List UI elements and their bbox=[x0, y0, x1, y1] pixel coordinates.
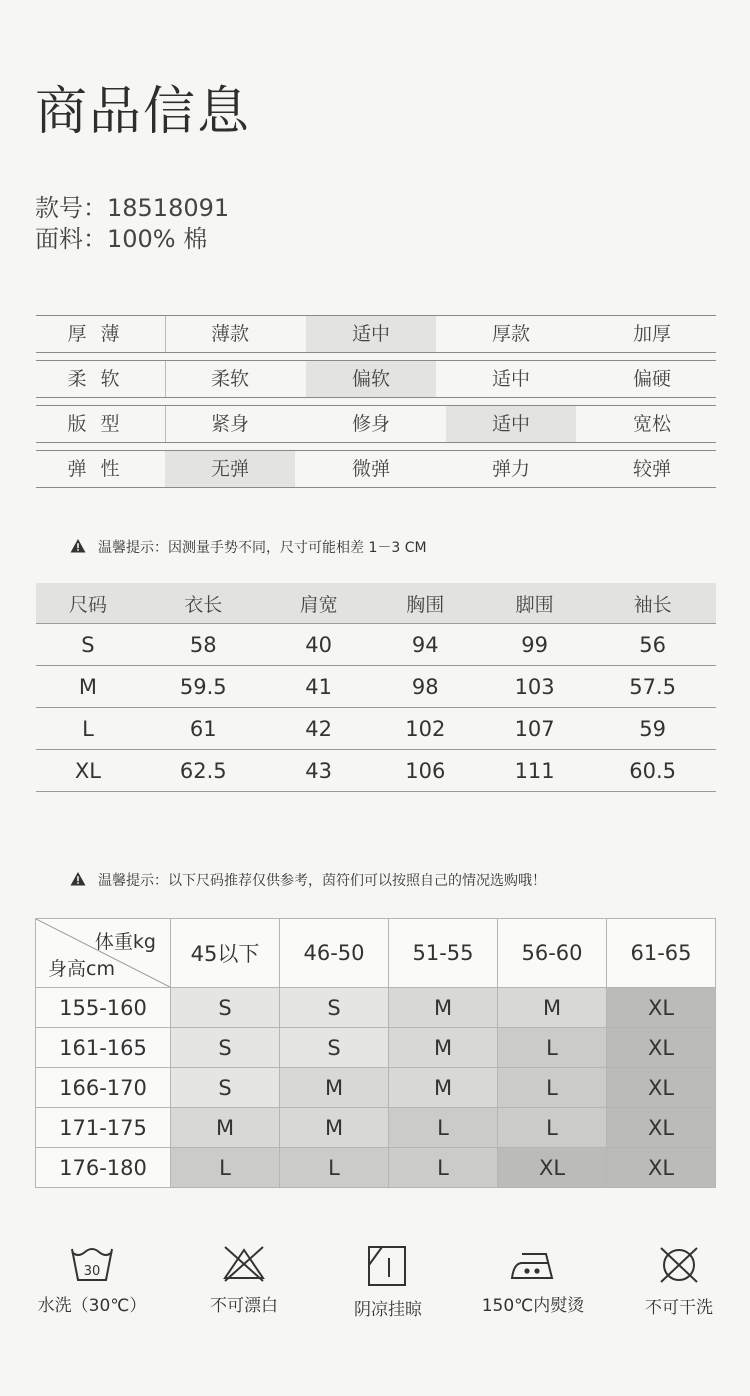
attribute-option: 修身 bbox=[351, 413, 390, 435]
care-iron bbox=[478, 1245, 588, 1316]
height-range-header: 155-160 bbox=[36, 988, 171, 1028]
table-cell: 98 bbox=[371, 666, 480, 708]
column-header: 袖长 bbox=[589, 583, 716, 624]
recommended-size-cell: XL bbox=[607, 988, 716, 1028]
attribute-option-selected: 无弹 bbox=[165, 451, 295, 487]
recommended-size-cell: XL bbox=[607, 1068, 716, 1108]
size-recommendation-table bbox=[35, 918, 716, 1188]
tip-measurement bbox=[70, 538, 427, 558]
care-hang-dry bbox=[334, 1245, 442, 1320]
attribute-option: 宽松 bbox=[632, 413, 671, 435]
recommended-size-cell: L bbox=[389, 1148, 498, 1188]
care-label-iron: 150℃内熨烫 bbox=[481, 1296, 585, 1316]
recommended-size-cell: M bbox=[280, 1108, 389, 1148]
table-row bbox=[36, 1108, 716, 1148]
table-cell: 61 bbox=[140, 708, 267, 750]
recommended-size-cell: L bbox=[498, 1108, 607, 1148]
table-row bbox=[36, 750, 716, 792]
table-row bbox=[36, 1068, 716, 1108]
attribute-option: 紧身 bbox=[210, 413, 249, 435]
table-cell: 62.5 bbox=[140, 750, 267, 792]
table-row bbox=[36, 988, 716, 1028]
table-row bbox=[36, 708, 716, 750]
recommended-size-cell: S bbox=[280, 988, 389, 1028]
care-label-no-dry-clean: 不可干洗 bbox=[645, 1298, 713, 1318]
attribute-name: 厚薄 bbox=[67, 323, 134, 345]
recommended-size-cell: L bbox=[389, 1108, 498, 1148]
warning-icon bbox=[70, 871, 86, 887]
height-range-header: 176-180 bbox=[36, 1148, 171, 1188]
care-no-dry-clean bbox=[626, 1245, 732, 1318]
table-cell: 41 bbox=[267, 666, 371, 708]
recommended-size-cell: L bbox=[280, 1148, 389, 1188]
column-header: 脚围 bbox=[480, 583, 589, 624]
weight-axis-label: 体重kg bbox=[94, 931, 156, 953]
weight-range-header: 51-55 bbox=[389, 919, 498, 988]
table-cell: 107 bbox=[480, 708, 589, 750]
height-range-header: 161-165 bbox=[36, 1028, 171, 1068]
recommended-size-cell: L bbox=[171, 1148, 280, 1188]
wash-temp: 30 bbox=[83, 1264, 101, 1279]
recommended-size-cell: XL bbox=[607, 1028, 716, 1068]
table-cell: 103 bbox=[480, 666, 589, 708]
weight-range-header: 61-65 bbox=[607, 919, 716, 988]
table-cell: 58 bbox=[140, 624, 267, 666]
table-row bbox=[36, 1148, 716, 1188]
table-cell: 99 bbox=[480, 624, 589, 666]
attribute-option-selected: 适中 bbox=[306, 316, 436, 352]
attribute-option: 柔软 bbox=[210, 368, 249, 390]
attribute-name: 柔软 bbox=[67, 368, 134, 390]
recommended-size-cell: XL bbox=[498, 1148, 607, 1188]
recommended-size-cell: M bbox=[498, 988, 607, 1028]
attribute-row bbox=[36, 360, 716, 398]
table-row bbox=[36, 666, 716, 708]
recommended-size-cell: M bbox=[389, 1068, 498, 1108]
weight-range-header: 56-60 bbox=[498, 919, 607, 988]
table-cell: 57.5 bbox=[589, 666, 716, 708]
table-cell: 111 bbox=[480, 750, 589, 792]
recommended-size-cell: M bbox=[280, 1068, 389, 1108]
table-cell: 59 bbox=[589, 708, 716, 750]
column-header: 衣长 bbox=[140, 583, 267, 624]
no-dry-clean-icon bbox=[657, 1245, 701, 1285]
table-cell: XL bbox=[36, 750, 140, 792]
no-bleach-icon bbox=[221, 1245, 267, 1283]
height-range-header: 171-175 bbox=[36, 1108, 171, 1148]
table-cell: 60.5 bbox=[589, 750, 716, 792]
recommended-size-cell: M bbox=[389, 1028, 498, 1068]
table-cell: L bbox=[36, 708, 140, 750]
attribute-option: 加厚 bbox=[632, 323, 671, 345]
table-cell: 42 bbox=[267, 708, 371, 750]
recommended-size-cell: S bbox=[280, 1028, 389, 1068]
attribute-option-selected: 适中 bbox=[446, 406, 576, 442]
recommended-size-cell: L bbox=[498, 1028, 607, 1068]
recommended-size-cell: XL bbox=[607, 1148, 716, 1188]
table-cell: 106 bbox=[371, 750, 480, 792]
recommended-size-cell: S bbox=[171, 1028, 280, 1068]
attribute-option: 适中 bbox=[491, 368, 530, 390]
tip-recommendation bbox=[70, 871, 546, 891]
recommended-size-cell: S bbox=[171, 988, 280, 1028]
attribute-row bbox=[36, 315, 716, 353]
wash-30-icon bbox=[69, 1245, 115, 1283]
care-no-bleach bbox=[190, 1245, 298, 1316]
attribute-option: 厚款 bbox=[491, 323, 530, 345]
attribute-row bbox=[36, 450, 716, 488]
style-number: 款号：18518091 bbox=[35, 194, 230, 222]
care-label-hang-dry: 阴凉挂晾 bbox=[354, 1300, 422, 1320]
attribute-table bbox=[36, 315, 716, 495]
column-header: 胸围 bbox=[371, 583, 480, 624]
table-cell: 94 bbox=[371, 624, 480, 666]
tip-measurement-text: 温馨提示：因测量手势不同，尺寸可能相差 1－3 CM bbox=[98, 540, 427, 556]
weight-range-header: 46-50 bbox=[280, 919, 389, 988]
recommend-corner-cell bbox=[36, 919, 171, 988]
attribute-option: 较弹 bbox=[632, 458, 671, 480]
recommended-size-cell: M bbox=[389, 988, 498, 1028]
height-range-header: 166-170 bbox=[36, 1068, 171, 1108]
recommend-header bbox=[36, 919, 716, 988]
attribute-option: 微弹 bbox=[351, 458, 390, 480]
care-label-wash: 水洗（30℃） bbox=[37, 1296, 147, 1316]
attribute-option: 薄款 bbox=[210, 323, 249, 345]
table-cell: 59.5 bbox=[140, 666, 267, 708]
table-cell: 56 bbox=[589, 624, 716, 666]
attribute-name: 版型 bbox=[67, 413, 134, 435]
column-header: 肩宽 bbox=[267, 583, 371, 624]
care-wash bbox=[36, 1245, 148, 1316]
recommended-size-cell: XL bbox=[607, 1108, 716, 1148]
attribute-row bbox=[36, 405, 716, 443]
iron-icon bbox=[508, 1245, 558, 1283]
attribute-option: 弹力 bbox=[491, 458, 530, 480]
height-axis-label: 身高cm bbox=[48, 958, 115, 980]
recommended-size-cell: M bbox=[171, 1108, 280, 1148]
table-cell: M bbox=[36, 666, 140, 708]
attribute-option-selected: 偏软 bbox=[306, 361, 436, 397]
warning-icon bbox=[70, 538, 86, 554]
column-header: 尺码 bbox=[36, 583, 140, 624]
care-label-no-bleach: 不可漂白 bbox=[210, 1296, 278, 1316]
recommended-size-cell: L bbox=[498, 1068, 607, 1108]
tip-recommendation-text: 温馨提示：以下尺码推荐仅供参考，茵符们可以按照自己的情况选购哦！ bbox=[98, 873, 546, 889]
table-cell: 40 bbox=[267, 624, 371, 666]
page-title: 商品信息 bbox=[35, 82, 252, 142]
hang-dry-shade-icon bbox=[367, 1245, 409, 1287]
table-cell: 102 bbox=[371, 708, 480, 750]
recommended-size-cell: S bbox=[171, 1068, 280, 1108]
table-cell: S bbox=[36, 624, 140, 666]
attribute-name: 弹性 bbox=[67, 458, 134, 480]
table-row bbox=[36, 624, 716, 666]
size-chart bbox=[36, 583, 716, 792]
table-cell: 43 bbox=[267, 750, 371, 792]
weight-range-header: 45以下 bbox=[171, 919, 280, 988]
table-row bbox=[36, 1028, 716, 1068]
size-chart-header bbox=[36, 583, 716, 624]
attribute-option: 偏硬 bbox=[632, 368, 671, 390]
fabric-info: 面料：100% 棉 bbox=[35, 225, 208, 253]
